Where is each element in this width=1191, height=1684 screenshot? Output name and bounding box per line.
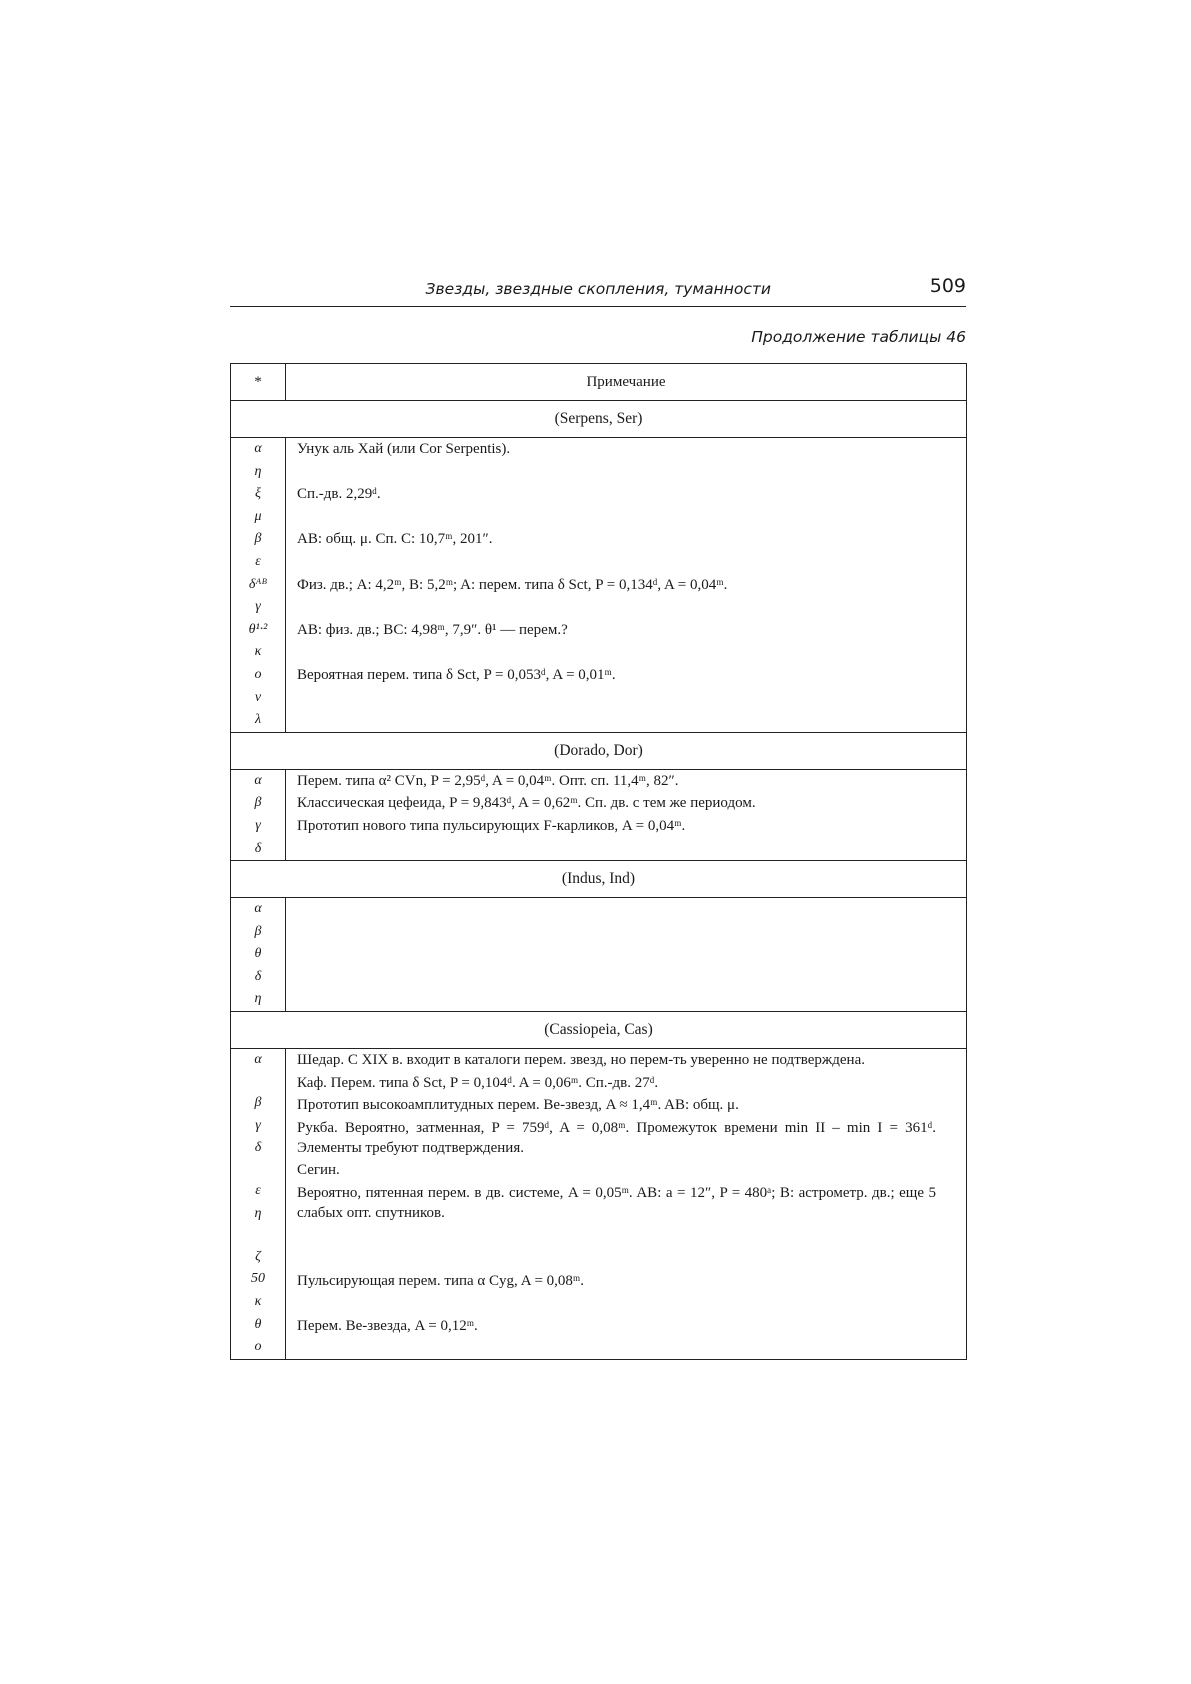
star-designation: α: [254, 901, 262, 917]
constellation-title: (Serpens, Ser): [231, 401, 967, 438]
star-note: [286, 551, 966, 574]
star-designation: λ: [254, 712, 262, 728]
constellation-body-row: [231, 898, 967, 1012]
star-note: Каф. Перем. типа δ Sct, P = 0,104ᵈ. A = 0,06ᵐ. Сп.-дв. 27ᵈ.: [297, 1074, 659, 1091]
star-note: [286, 596, 966, 619]
star-designation: α: [254, 772, 262, 788]
table-header-row: [231, 364, 967, 401]
star-designation: κ: [254, 1294, 262, 1310]
star-note: Вероятная перем. типа δ Sct, P = 0,053ᵈ, A = 0,01ᵐ.: [297, 666, 616, 683]
star-designation: β: [254, 531, 262, 547]
page-number: 509: [929, 275, 966, 297]
star-note: Сегин.: [297, 1162, 340, 1179]
note-column: [286, 769, 967, 860]
star-designation: γ: [255, 1117, 261, 1133]
star-note: [286, 687, 966, 710]
star-note: [286, 641, 966, 664]
star-designation: η: [254, 1205, 262, 1221]
running-title: Звезды, звездные скопления, туманности: [425, 280, 771, 298]
star-note: Физ. дв.; A: 4,2ᵐ, B: 5,2ᵐ; A: перем. типа δ Sct, P = 0,134ᵈ, A = 0,04ᵐ.: [297, 576, 728, 593]
star-note: [286, 921, 966, 944]
star-note: Прототип высокоамплитудных перем. Be-звезд, A ≈ 1,4ᵐ. AB: общ. μ.: [297, 1097, 739, 1114]
star-designation: ζ: [255, 1248, 261, 1264]
star-note: Вероятно, пятенная перем. в дв. системе, A = 0,05ᵐ. AB: a = 12″, P = 480ᵃ; B: астрометр. дв.; еще 5 слабых опт. спутников.: [297, 1184, 936, 1221]
constellation-header-row: [231, 861, 967, 898]
star-designation: o: [254, 1339, 262, 1355]
constellation-title: (Cassiopeia, Cas): [231, 1012, 967, 1049]
star-note: Пульсирующая перем. типа α Cyg, A = 0,08ᵐ.: [297, 1272, 584, 1289]
star-note: Классическая цефеида, P = 9,843ᵈ, A = 0,62ᵐ. Сп. дв. с тем же периодом.: [297, 795, 756, 812]
star-designation: α: [254, 441, 262, 456]
star-designation: η: [254, 991, 262, 1007]
constellation-body-row: [231, 769, 967, 860]
star-designation: κ: [254, 644, 262, 660]
star-designation: ε: [255, 553, 261, 569]
star-note: Рукба. Вероятно, затменная, P = 759ᵈ, A = 0,08ᵐ. Промежуток времени min II – min I = 361ᵈ. Элементы требуют подтверждения.: [297, 1119, 936, 1156]
star-designation: δ: [254, 840, 262, 856]
star-note: [286, 988, 966, 1011]
star-notes-table: [230, 363, 967, 1360]
star-designation: o: [254, 666, 262, 682]
star-note: Сп.-дв. 2,29ᵈ.: [297, 486, 381, 503]
star-designation: η: [254, 463, 262, 479]
star-designation-column: [231, 438, 286, 733]
star-designation-column: [231, 898, 286, 1012]
star-note: Шедар. С XIX в. входит в каталоги перем. звезд, но перем-ть уверенно не подтверждена.: [297, 1052, 865, 1069]
star-note: [286, 461, 966, 484]
star-designation-column: [231, 1049, 286, 1360]
star-note: [286, 1247, 966, 1270]
column-header-note: Примечание: [286, 364, 967, 401]
constellation-header-row: [231, 1012, 967, 1049]
constellation-title: (Dorado, Dor): [231, 732, 967, 769]
star-designation: ν: [254, 689, 262, 705]
star-designation: γ: [255, 817, 261, 833]
star-note: Унук аль Хай (или Cor Serpentis).: [297, 441, 511, 457]
star-note: [286, 943, 966, 966]
star-note: Перем. Be-звезда, A = 0,12ᵐ.: [297, 1317, 478, 1334]
constellation-header-row: [231, 401, 967, 438]
star-designation: β: [254, 795, 262, 811]
note-column: [286, 438, 967, 733]
constellation-body-row: [231, 1049, 967, 1360]
column-header-star: *: [231, 364, 286, 401]
star-designation: β: [254, 1095, 262, 1111]
star-note: [286, 838, 966, 861]
star-note: Прототип нового типа пульсирующих F-карликов, A = 0,04ᵐ.: [297, 817, 686, 834]
star-note: [286, 709, 966, 732]
star-note: Перем. типа α² CVn, P = 2,95ᵈ, A = 0,04ᵐ. Опт. сп. 11,4ᵐ, 82″.: [297, 772, 679, 789]
star-designation: α: [254, 1052, 262, 1068]
star-designation: ε: [255, 1183, 261, 1199]
constellation-title: (Indus, Ind): [231, 861, 967, 898]
star-designation: θ: [254, 946, 262, 962]
star-note: AB: общ. μ. Сп. C: 10,7ᵐ, 201″.: [297, 531, 493, 548]
star-note: AB: физ. дв.; BC: 4,98ᵐ, 7,9″. θ¹ — перем.?: [297, 621, 568, 638]
star-designation: θ: [254, 1316, 262, 1332]
star-designation: μ: [254, 508, 262, 524]
star-designation: β: [254, 923, 262, 939]
star-designation: ξ: [255, 486, 261, 502]
running-header: [230, 276, 966, 307]
star-designation: γ: [255, 599, 261, 615]
star-designation: δᴬᴮ: [248, 576, 268, 592]
note-column: [286, 898, 967, 1012]
star-designation: δ: [254, 968, 262, 984]
star-note: [286, 898, 966, 921]
star-designation: θ¹·²: [248, 621, 268, 637]
table-continuation-label: Продолжение таблицы 46: [751, 328, 966, 346]
star-note: [286, 506, 966, 529]
star-note: [286, 1292, 966, 1315]
star-note: [286, 1224, 966, 1247]
star-designation-column: [231, 769, 286, 860]
constellation-body-row: [231, 438, 967, 733]
constellation-header-row: [231, 732, 967, 769]
star-designation: 50: [251, 1271, 265, 1287]
star-designation: δ: [254, 1140, 262, 1156]
table-body: [231, 401, 967, 1360]
note-column: [286, 1049, 967, 1360]
star-note: [286, 966, 966, 989]
